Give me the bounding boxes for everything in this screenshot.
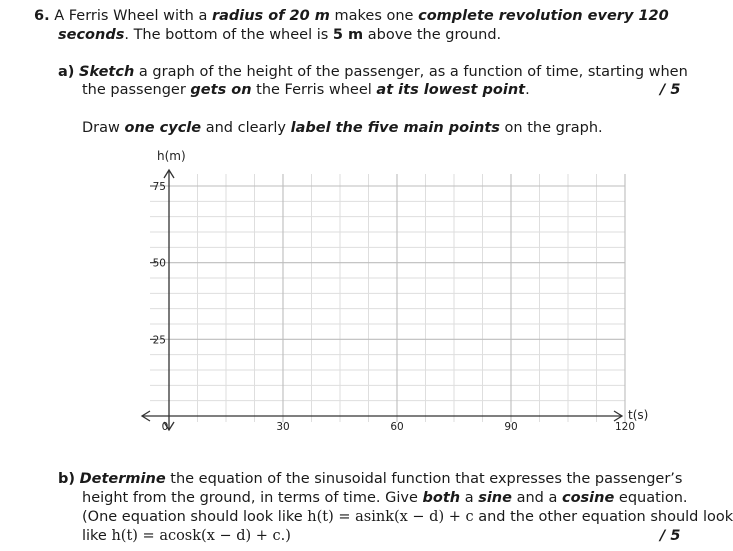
part-a-text-1: a graph of the height of the passenger, as a function of time, starting when — [138, 64, 688, 80]
part-b-line-2 — [82, 488, 688, 508]
question-intro-3: . The bottom of the wheel is — [124, 27, 329, 43]
y-tick-label: 25 — [152, 334, 166, 347]
y-tick-label: 75 — [152, 181, 166, 193]
y-axis-label: h(m) — [157, 149, 186, 163]
part-b-text-6: (One equation should look like — [82, 509, 303, 525]
height-time-graph — [128, 148, 658, 438]
both-text: both — [422, 490, 461, 506]
x-tick-label: 0 — [161, 421, 169, 433]
part-a-line-2 — [82, 80, 530, 100]
one-cycle-text: one cycle — [124, 120, 202, 136]
question-intro-4: above the ground. — [367, 27, 502, 43]
part-b-text-4: and a — [516, 490, 558, 506]
question-line-2 — [58, 25, 501, 45]
part-a-marks: / 5 — [660, 82, 681, 98]
part-a-text-4: . — [525, 82, 530, 98]
cosine-equation: h(t) = acosk(x − d) + c.) — [111, 528, 291, 544]
x-tick-label: 90 — [504, 421, 518, 433]
instruction-text-2: and clearly — [205, 120, 286, 136]
part-b-line-3 — [82, 507, 733, 527]
cosine-text: cosine — [561, 490, 615, 506]
sine-equation: h(t) = asink(x − d) + c — [307, 509, 474, 525]
radius-text: radius of 20 m — [211, 8, 330, 24]
part-b-text-7: and the other equation should look — [478, 509, 733, 525]
part-b-text-8: like — [82, 528, 107, 544]
part-b-label: b) — [58, 471, 76, 487]
revolution-text: complete revolution every 120 — [418, 8, 669, 24]
gets-on-text: gets on — [190, 82, 252, 98]
part-a-text-2: the passenger — [82, 82, 186, 98]
sine-text: sine — [478, 490, 512, 506]
seconds-text: seconds — [58, 27, 125, 43]
major-grid — [150, 174, 625, 422]
part-a-text-3: the Ferris wheel — [256, 82, 372, 98]
part-a-label: a) — [58, 64, 75, 80]
instruction-text-3: on the graph. — [504, 120, 603, 136]
x-tick-label: 60 — [390, 421, 404, 433]
part-b-text-5: equation. — [618, 490, 688, 506]
axes — [142, 170, 622, 430]
part-b-text-1: the equation of the sinusoidal function that expresses the passenger’s — [170, 471, 683, 487]
part-a-line-1 — [58, 62, 688, 82]
part-b-text-3: a — [464, 490, 474, 506]
instruction-text-1: Draw — [82, 120, 120, 136]
lowest-point-text: at its lowest point — [376, 82, 526, 98]
part-b-line-1 — [58, 469, 682, 489]
determine-text: Determine — [79, 471, 166, 487]
part-b-text-2: height from the ground, in terms of time. Give — [82, 490, 418, 506]
x-axis-label: t(s) — [628, 408, 649, 422]
part-a-instruction — [82, 118, 603, 138]
sketch-text: Sketch — [79, 64, 135, 80]
question-intro-2: makes one — [334, 8, 414, 24]
height-text: 5 m — [332, 27, 364, 43]
minor-grid — [150, 174, 625, 422]
part-b-line-4 — [82, 526, 291, 546]
question-number: 6. — [34, 8, 50, 24]
x-tick-label: 30 — [276, 421, 290, 433]
part-b-marks: / 5 — [660, 528, 681, 544]
x-tick-label: 120 — [614, 421, 636, 433]
tick-labels — [150, 181, 635, 433]
y-tick-label: 50 — [152, 257, 166, 270]
label-points-text: label the five main points — [290, 120, 500, 136]
question-intro-1: A Ferris Wheel with a — [54, 8, 208, 24]
question-line-1 — [34, 6, 669, 26]
